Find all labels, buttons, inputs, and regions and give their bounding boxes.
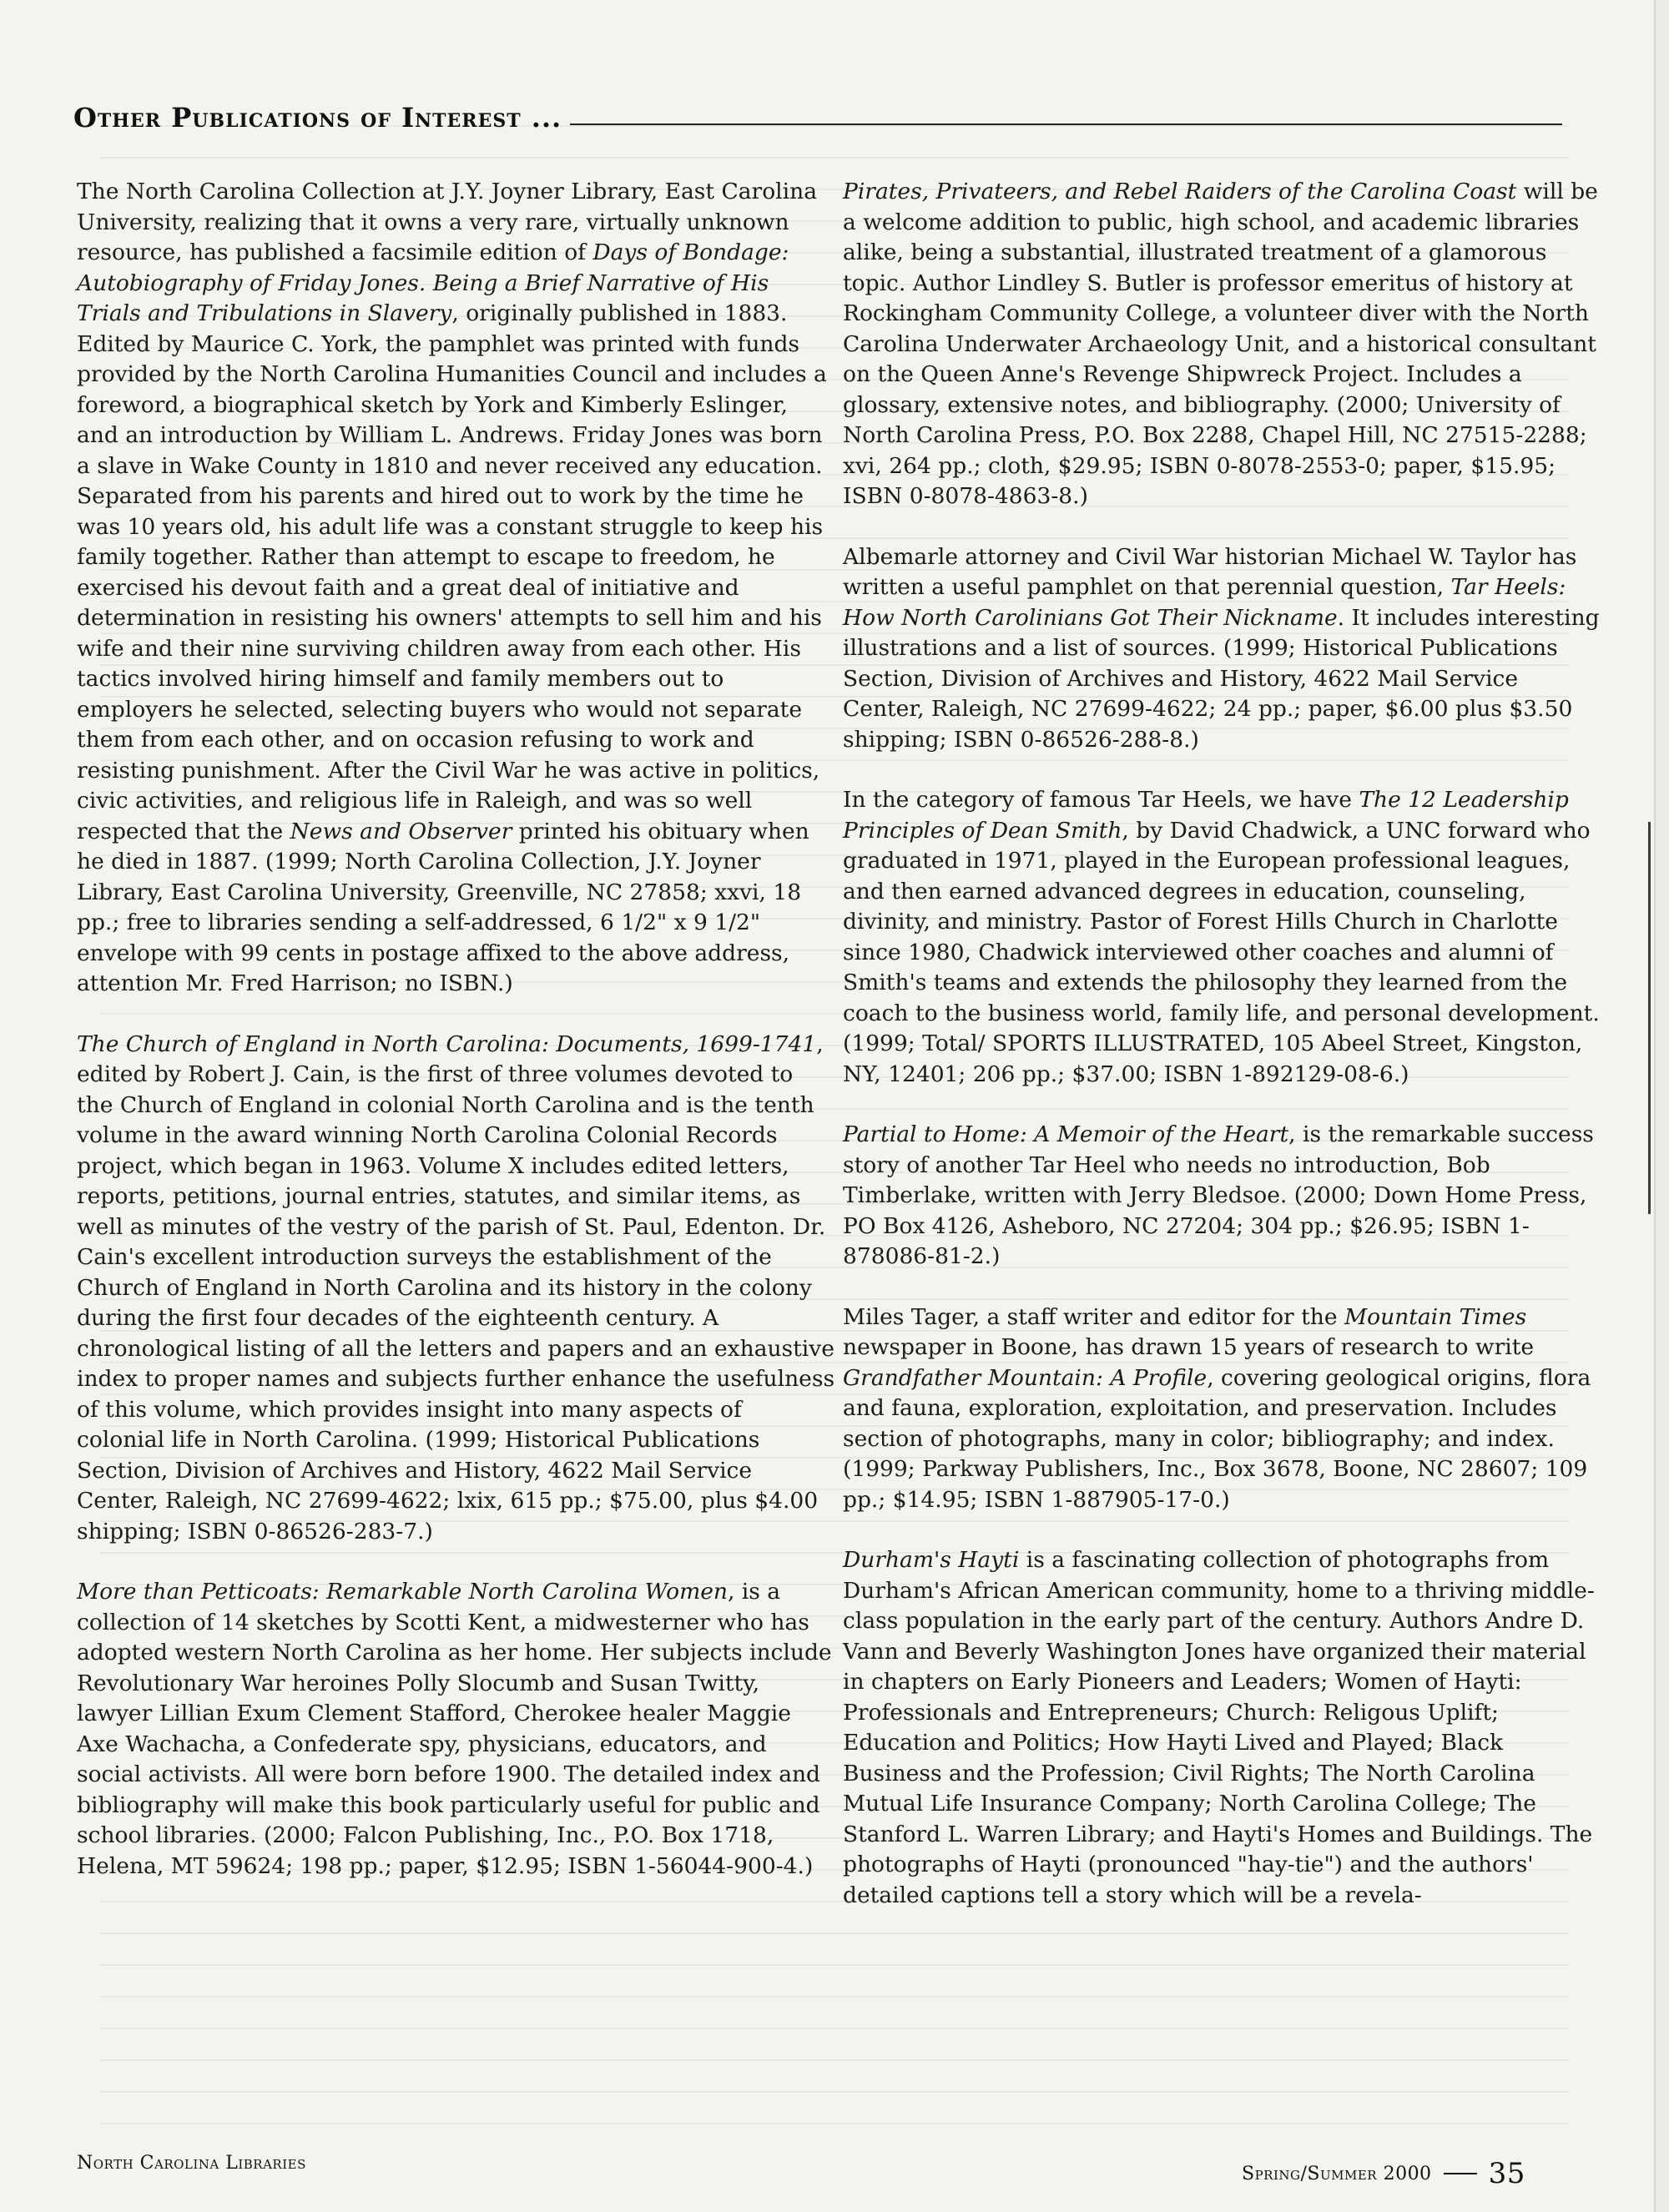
right-column: [843, 177, 1602, 1941]
review-durhams-hayti: Durham's Hayti is a fascinating collection of photographs from Durham's African American community, home to a thriving middle-class population in the early part of the century. Authors Andre D. Vann and Beverly Washington Jones have organized their material in chapters on Early Pioneers and Leaders; Women of Hayti: Professionals and Entrepreneurs; Church: Religous Uplift; Education and Politics; How Hayti Lived and Played; Black Business and the Profession; Civil Rights; The North Carolina Mutual Life Insurance Company; North Carolina College; The Stanford L. Warren Library; and Hayti's Homes and Buildings. The photographs of Hayti (pronounced "hay-tie") and the authors' detailed captions tell a story which will be a revela-: [843, 1547, 1595, 1908]
book-title: The Church of England in North Carolina: Documents, 1699-1741: [77, 1030, 817, 1057]
header-rule: [570, 123, 1562, 125]
section-header: [73, 83, 1562, 134]
newspaper-title: News and Observer: [290, 818, 512, 844]
review-pirates-privateers: Pirates, Privateers, and Rebel Raiders of the Carolina Coast will be a welcome addition to public, high school, and academic libraries alike, being a substantial, illustrated treatment of a glamorous topic. Author Lindley S. Butler is professor emeritus of history at Rockingham Community College, a volunteer diver with the North Carolina Underwater Archaeology Unit, and a historical consultant on the Queen Anne's Revenge Shipwreck Project. Includes a glossary, extensive notes, and bibliography. (2000; University of North Carolina Press, P.O. Box 2288, Chapel Hill, NC 27515-2288; xvi, 264 pp.; cloth, $29.95; ISBN 0-8078-2553-0; paper, $15.95; ISBN 0-8078-4863-8.): [843, 179, 1598, 509]
book-title: Tar Heels: How North Carolinians Got Their Nickname: [843, 574, 1566, 631]
page-number: 35: [1488, 2157, 1525, 2190]
book-title: Partial to Home: A Memoir of the Heart: [843, 1121, 1289, 1147]
review-partial-to-home: Partial to Home: A Memoir of the Heart, is the remarkable success story of another Tar Heel who needs no introduction, Bob Timberlake, written with Jerry Bledsoe. (2000; Down Home Press, PO Box 4126, Asheboro, NC 27204; 304 pp.; $26.95; ISBN 1-878086-81-2.): [843, 1121, 1594, 1269]
review-dean-smith: In the category of famous Tar Heels, we have The 12 Leadership Principles of Dean Smith, by David Chadwick, a UNC forward who graduated in 1971, played in the European professional leagues, and then earned advanced degrees in education, counseling, divinity, and ministry. Pastor of Forest Hills Church in Charlotte since 1980, Chadwick interviewed other coaches and alumni of Smith's teams and extends the philosophy they learned from the coach to the business world, family life, and personal development. (1999; Total/ SPORTS ILLUSTRATED, 105 Abeel Street, Kingston, NY, 12401; 206 pp.; $37.00; ISBN 1-892129-08-6.): [843, 787, 1600, 1087]
review-tar-heels: Albemarle attorney and Civil War historian Michael W. Taylor has written a useful pamphlet on that perennial question, Tar Heels: How North Carolinians Got Their Nickname. It includes interesting illustrations and a list of sources. (1999; Historical Publications Section, Division of Archives and History, 4622 Mail Service Center, Raleigh, NC 27699-4622; 24 pp.; paper, $6.00 plus $3.50 shipping; ISBN 0-86526-288-8.): [843, 543, 1600, 753]
left-column: [77, 177, 836, 1912]
book-title: Durham's Hayti: [843, 1547, 1020, 1573]
section-title: Other Publications of Interest ...: [73, 102, 562, 134]
book-title: The 12 Leadership Principles of Dean Smith: [843, 787, 1569, 844]
footer-issue-info: [1242, 2153, 1525, 2194]
book-title: Pirates, Privateers, and Rebel Raiders of the Carolina Coast: [843, 179, 1517, 204]
newspaper-title: Mountain Times: [1344, 1303, 1527, 1330]
review-more-than-petticoats: More than Petticoats: Remarkable North Carolina Women, is a collection of 14 sketches by Scotti Kent, a midwesterner who has adopted western North Carolina as her home. Her subjects include Revolutionary War heroines Polly Slocumb and Susan Twitty, lawyer Lillian Exum Clement Stafford, Cherokee healer Maggie Axe Wachacha, a Confederate spy, physicians, educators, and social activists. All were born before 1900. The detailed index and bibliography will make this book particularly useful for public and school libraries. (2000; Falcon Publishing, Inc., P.O. Box 1718, Helena, MT 59624; 198 pp.; paper, $12.95; ISBN 1-56044-900-4.): [77, 1579, 832, 1879]
book-title: Grandfather Mountain: A Profile: [843, 1364, 1208, 1391]
book-title: Days of Bondage: Autobiography of Friday Jones. Being a Brief Narrative of His Trials and Tribulations in Slavery: [77, 239, 789, 326]
footer-issue: Spring/Summer 2000: [1242, 2163, 1432, 2184]
review-days-of-bondage: The North Carolina Collection at J.Y. Joyner Library, East Carolina University, realizing that it owns a very rare, virtually unknown resource, has published a facsimile edition of Days of Bondage: Autobiography of Friday Jones. Being a Brief Narrative of His Trials and Tribulations in Slavery, originally published in 1883. Edited by Maurice C. York, the pamphlet was printed with funds provided by the North Carolina Humanities Council and includes a foreword, a biographical sketch by York and Kimberly Eslinger, and an introduction by William L. Andrews. Friday Jones was born a slave in Wake County in 1810 and never received any education. Separated from his parents and hired out to work by the time he was 10 years old, his adult life was a constant struggle to keep his family together. Rather than attempt to escape to freedom, he exercised his devout faith and a great deal of initiative and determination in resisting his owners' attempts to sell him and his wife and their nine surviving children away from each other. His tactics involved hiring himself and family members out to employers he selected, selecting buyers who would not separate them from each other, and on occasion refusing to work and resisting punishment. After the Civil War he was active in politics, civic activities, and religious life in Raleigh, and was so well respected that the News and Observer printed his obituary when he died in 1887. (1999; North Carolina Collection, J.Y. Joyner Library, East Carolina University, Greenville, NC 27858; xxvi, 18 pp.; free to libraries sending a self-addressed, 6 1/2" x 9 1/2" envelope with 99 cents in postage affixed to the above address, attention Mr. Fred Harrison; no ISBN.): [77, 179, 827, 996]
book-title: More than Petticoats: Remarkable North Carolina Women: [77, 1579, 728, 1605]
footer-dash: [1444, 2173, 1477, 2174]
footer-publication: North Carolina Libraries: [77, 2153, 306, 2174]
review-grandfather-mountain: Miles Tager, a staff writer and editor for the Mountain Times newspaper in Boone, has drawn 15 years of research to write Grandfather Mountain: A Profile, covering geological origins, flora and fauna, exploration, exploitation, and preservation. Includes section of photographs, many in color; bibliography; and index. (1999; Parkway Publishers, Inc., Box 3678, Boone, NC 28607; 109 pp.; $14.95; ISBN 1-887905-17-0.): [843, 1303, 1591, 1513]
page-edge-mark: [1648, 822, 1651, 1214]
review-church-of-england: The Church of England in North Carolina: Documents, 1699-1741, edited by Robert J. Cain, is the first of three volumes devoted to the Church of England in colonial North Carolina and is the tenth volume in the award winning North Carolina Colonial Records project, which began in 1963. Volume X includes edited letters, reports, petitions, journal entries, statutes, and similar items, as well as minutes of the vestry of the parish of St. Paul, Edenton. Dr. Cain's excellent introduction surveys the establishment of the Church of England in North Carolina and its history in the colony during the first four decades of the eighteenth century. A chronological listing of all the letters and papers and an exhaustive index to proper names and subjects further enhance the usefulness of this volume, which provides insight into many aspects of colonial life in North Carolina. (1999; Historical Publications Section, Division of Archives and History, 4622 Mail Service Center, Raleigh, NC 27699-4622; lxix, 615 pp.; $75.00, plus $4.00 shipping; ISBN 0-86526-283-7.): [77, 1030, 835, 1544]
